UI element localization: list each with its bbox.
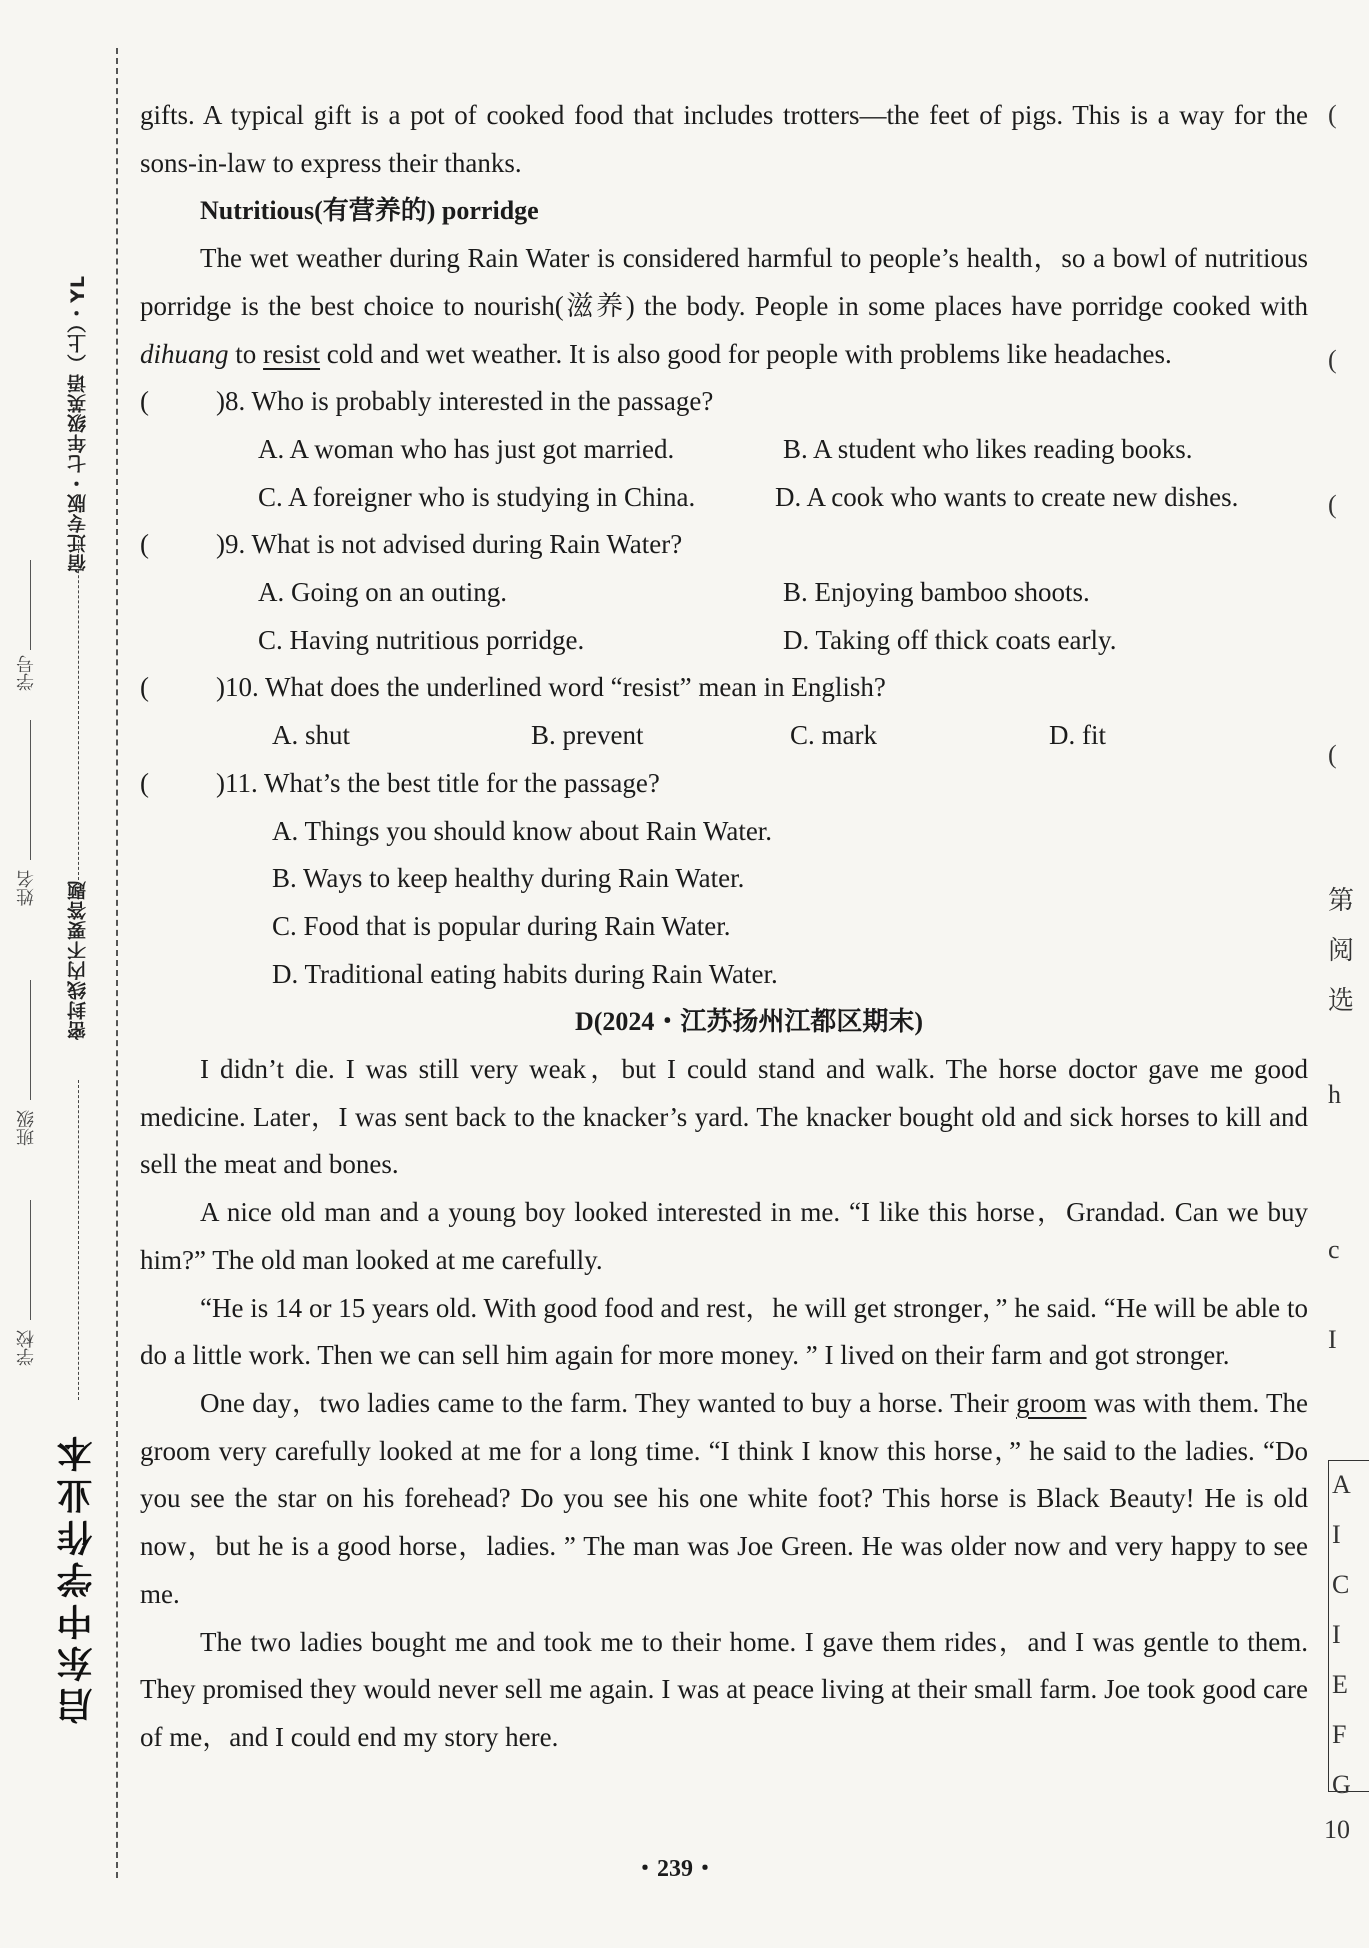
- question-stem: )8. Who is probably interested in the passage?: [216, 386, 714, 417]
- option[interactable]: C. Food that is popular during Rain Water.: [272, 910, 731, 941]
- option[interactable]: A. Going on an outing.: [258, 577, 507, 608]
- edge-char: c: [1328, 1235, 1340, 1264]
- passage-d-title: D(2024・江苏扬州江都区期末): [574, 1007, 924, 1037]
- edge-char: G: [1332, 1770, 1351, 1799]
- passage-c-intro: gifts. A typical gift is a pot of cooked food that includes trotters—the feet of pigs. This is a way for the sons-in-law to express their thanks.: [140, 100, 1308, 178]
- edge-char: F: [1332, 1720, 1347, 1749]
- page-number: ・239・: [633, 1856, 717, 1882]
- spine-title: 启东中学作业本: [57, 1430, 98, 1724]
- question-stem: )9. What is not advised during Rain Water?: [216, 529, 683, 560]
- option[interactable]: C. Having nutritious porridge.: [258, 624, 585, 655]
- edge-char: I: [1328, 1325, 1337, 1354]
- text-run: The wet weather during Rain Water is considered harmful to people’s health，so a bowl of nutritious porridge is the best choice to nourish(滋养) the body. People in some places have porridge cooked with: [140, 243, 1308, 321]
- answer-blank[interactable]: (: [140, 767, 149, 798]
- option[interactable]: D. Traditional eating habits during Rain Water.: [272, 958, 778, 989]
- edge-char: (: [1328, 345, 1337, 374]
- passage-d-paragraph: I didn’t die. I was still very weak，but I could stand and walk. The horse doctor gave me good medicine. Later，I was sent back to the knacker’s yard. The knacker bought old and sick horses to kill and sell the meat and bones.: [140, 1054, 1308, 1180]
- main-content: [140, 92, 1308, 1762]
- edge-char: 阅: [1328, 936, 1355, 965]
- text-run: to: [228, 338, 264, 369]
- option[interactable]: D. Taking off thick coats early.: [783, 624, 1117, 655]
- question-stem: )11. What’s the best title for the passage?: [216, 767, 660, 798]
- option[interactable]: A. Things you should know about Rain Water.: [272, 815, 773, 846]
- edge-char: (: [1328, 490, 1337, 519]
- edge-char: A: [1332, 1470, 1351, 1499]
- italic-term: dihuang: [140, 338, 229, 369]
- passage-c-porridge: [140, 235, 1308, 378]
- spine-series: 宿迁专版・七年级英语（上）・YL: [67, 275, 89, 574]
- binding-dashed-line: [116, 48, 118, 1878]
- option[interactable]: A. shut: [272, 720, 351, 751]
- edge-char: 选: [1328, 986, 1355, 1015]
- edge-char: E: [1332, 1670, 1348, 1699]
- seal-dash-upper: [78, 535, 79, 885]
- option[interactable]: C. A foreigner who is studying in China.: [258, 481, 696, 512]
- answer-blank[interactable]: (: [140, 672, 149, 703]
- options-row: [140, 569, 1308, 617]
- question-stem: )10. What does the underlined word “resist” mean in English?: [216, 672, 886, 703]
- text-run: was with them. The groom very carefully looked at me for a long time. “I think I know this horse，” he said to the ladies. “Do you see the star on his forehead? Do you see his one white foot? This horse is Black Beauty! He is old now，but he is a good horse，ladies. ” The man was Joe Green. He was older now and very happy to see me.: [140, 1387, 1308, 1609]
- field-number-line: [30, 560, 31, 650]
- seal-dash-lower: [78, 1080, 79, 1400]
- answer-blank[interactable]: (: [140, 529, 149, 560]
- question-11: [140, 760, 1308, 808]
- options-row: [140, 474, 1308, 522]
- passage-d-paragraph: [140, 1380, 1308, 1619]
- edge-char: I: [1332, 1620, 1341, 1649]
- edge-char: (: [1328, 100, 1337, 129]
- section-heading: Nutritious(有营养的) porridge: [200, 196, 539, 226]
- options-row: [140, 617, 1308, 665]
- option[interactable]: C. mark: [790, 720, 877, 751]
- option[interactable]: B. prevent: [531, 720, 644, 751]
- field-school-line: [30, 1200, 31, 1320]
- edge-char: 第: [1328, 886, 1355, 915]
- seal-line-note: 密封线内不要答题: [67, 880, 89, 1040]
- passage-d-paragraph: A nice old man and a young boy looked interested in me. “I like this horse，Grandad. Can we buy him?” The old man looked at me carefully.: [140, 1197, 1308, 1275]
- question-10: [140, 664, 1308, 712]
- option[interactable]: B. A student who likes reading books.: [783, 433, 1193, 464]
- underlined-word: resist: [263, 338, 321, 369]
- text-run: One day，two ladies came to the farm. They wanted to buy a horse. Their: [200, 1387, 1017, 1418]
- options-row: [140, 426, 1308, 474]
- edge-char: (: [1328, 740, 1337, 769]
- answer-blank[interactable]: (: [140, 386, 149, 417]
- passage-d-paragraph: The two ladies bought me and took me to their home. I gave them rides，and I was gentle to them. They promised they would never sell me again. I was at peace living at their small farm. Joe took good care of me，and I could end my story here.: [140, 1626, 1308, 1752]
- edge-char: 10: [1324, 1815, 1350, 1844]
- field-name-line: [30, 720, 31, 860]
- text-run: cold and wet weather. It is also good for people with problems like headaches.: [320, 338, 1172, 369]
- options-row: [140, 712, 1308, 760]
- next-page-edge: [1318, 0, 1355, 1948]
- field-number-label: 学号: [16, 655, 37, 691]
- edge-char: C: [1332, 1570, 1350, 1599]
- option[interactable]: D. A cook who wants to create new dishes.: [775, 481, 1239, 512]
- field-name-label: 姓名: [16, 870, 37, 906]
- question-9: [140, 521, 1308, 569]
- question-8: [140, 378, 1308, 426]
- field-class-line: [30, 980, 31, 1100]
- field-school-label: 学校: [16, 1330, 37, 1366]
- option[interactable]: B. Enjoying bamboo shoots.: [783, 577, 1090, 608]
- passage-d-paragraph: “He is 14 or 15 years old. With good food and rest，he will get stronger，” he said. “He will be able to do a little work. Then we can sell him again for more money. ” I lived on their farm and got stronger.: [140, 1292, 1308, 1371]
- option[interactable]: D. fit: [1049, 720, 1106, 751]
- underlined-word: groom: [1016, 1387, 1087, 1418]
- edge-char: I: [1332, 1520, 1341, 1549]
- option[interactable]: B. Ways to keep healthy during Rain Water.: [272, 863, 745, 894]
- option[interactable]: A. A woman who has just got married.: [258, 433, 675, 464]
- field-class-label: 班级: [16, 1110, 37, 1146]
- edge-char: h: [1328, 1080, 1341, 1109]
